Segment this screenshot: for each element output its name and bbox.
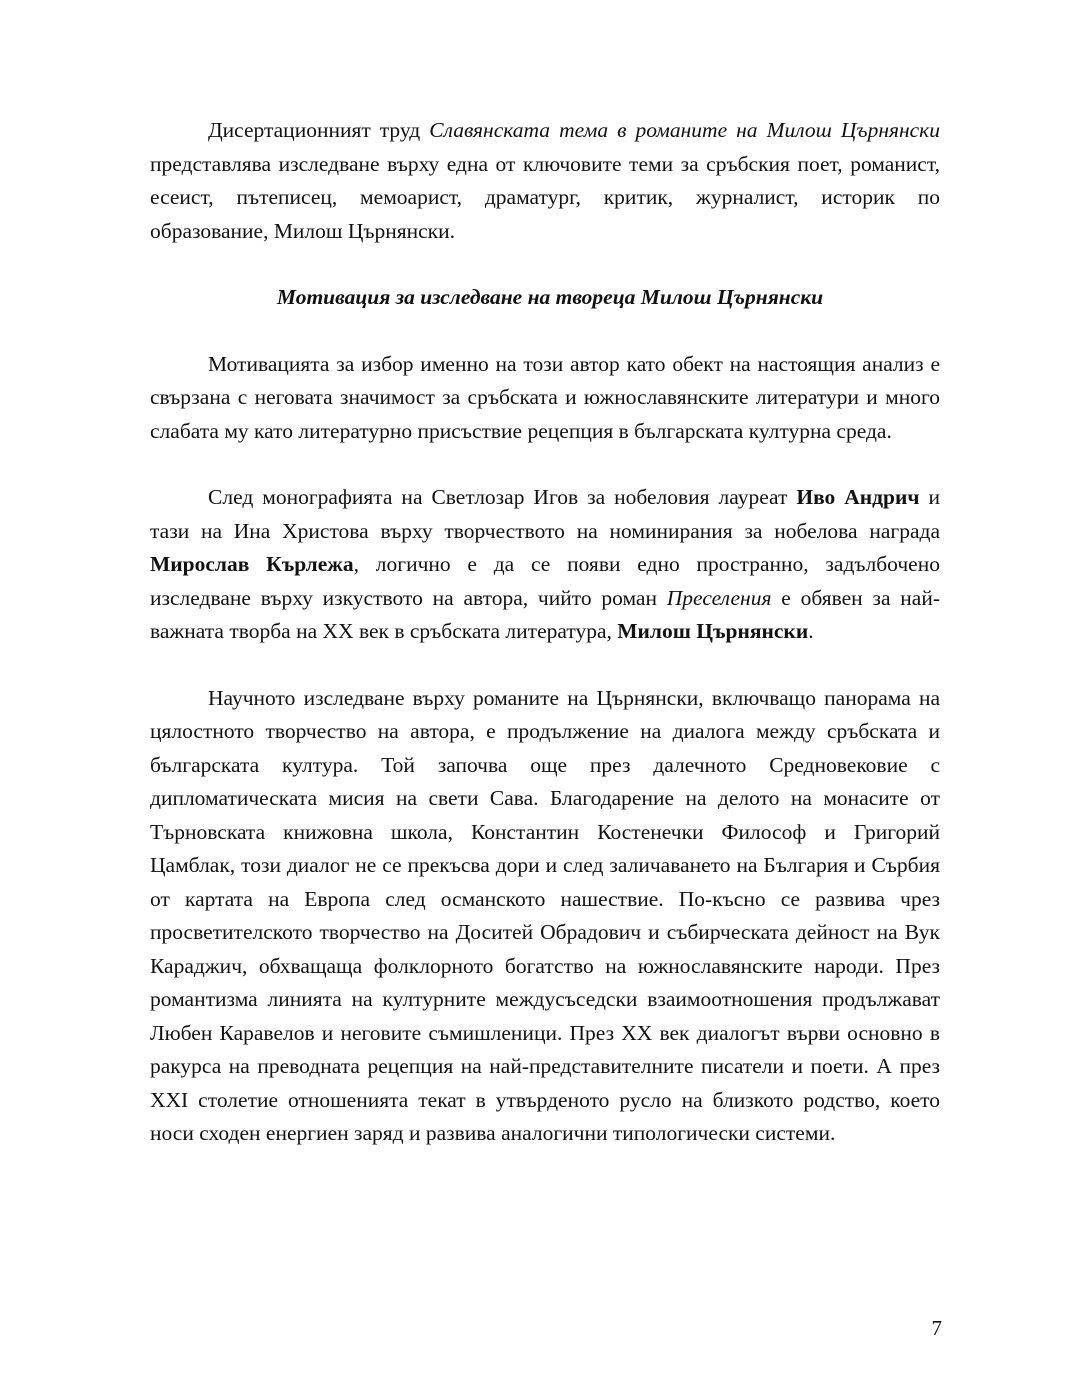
dissertation-title: Славянската тема в романите на Милош Църнянски: [429, 118, 940, 142]
monographs-text-3: , логично е да се появи едно пространно, задълбочено изследване върху изкуството на автора, чийто роман: [150, 552, 940, 610]
author-name-krleza: Мирослав Кърлежа: [150, 552, 354, 576]
document-page: [150, 114, 940, 1151]
monographs-text-4: е обявен за най-важната творба на XX век в сръбската литература,: [150, 585, 940, 643]
paragraph-monographs: [150, 481, 940, 649]
page-number: 7: [931, 1316, 942, 1340]
section-heading: Мотивация за изследване на твореца Милош Църнянски: [276, 285, 824, 309]
novel-title-preselenia: Преселения: [666, 585, 772, 610]
monographs-text-2: и тази на Ина Христова върху творчеството на номинирания за нобелова награда: [150, 485, 940, 543]
intro-lead-text: Дисертационният труд: [208, 118, 430, 142]
paragraph-introduction: [150, 114, 940, 248]
monographs-text-1: След монографията на Светлозар Игов за нобеловия лауреат: [208, 485, 797, 509]
author-name-tsarnyanski: Милош Църнянски: [617, 619, 809, 643]
paragraph-research-dialogue: Научното изследване върху романите на Църнянски, включващо панорама на цялостното творчество на автора, е продължение на диалога между сръбската и българската култура. Той започва още през далечното Средновековие с дипломатическата мисия на свети Сава. Благодарение на делото на монасите от Търновската книжовна школа, Константин Костенечки Философ и Григорий Цамблак, този диалог не се прекъсва дори и след заличаването на България и Сърбия от картата на Европа след османското нашествие. По-късно се развива чрез просветителското творчество на Доситей Обрадович и събирческата дейност на Вук Караджич, обхващаща фолклорното богатство на южнославянските народи. През романтизма линията на културните междусъседски взаимоотношения продължават Любен Каравелов и неговите съмишленици. През XX век диалогът върви основно в ракурса на преводната рецепция на най-представителните писатели и поети. А през XXI столетие отношенията текат в утвърденото русло на близкото родство, което носи сходен енергиен заряд и развива аналогични типологически системи.: [150, 685, 940, 1145]
monographs-text-5: .: [808, 619, 814, 643]
paragraph-motivation: Мотивацията за избор именно на този автор като обект на настоящия анализ е свързана с неговата значимост за сръбската и южнославянските литератури и много слабата му като литературно присъствие рецепция в българската културна среда.: [150, 351, 940, 443]
author-name-andric: Иво Андрич: [796, 485, 920, 509]
intro-rest-text: представлява изследване върху една от ключовите теми за сръбския поет, романист, есеист, пътеписец, мемоарист, драматург, критик, журналист, историк по образование, Милош Църнянски.: [150, 151, 940, 243]
